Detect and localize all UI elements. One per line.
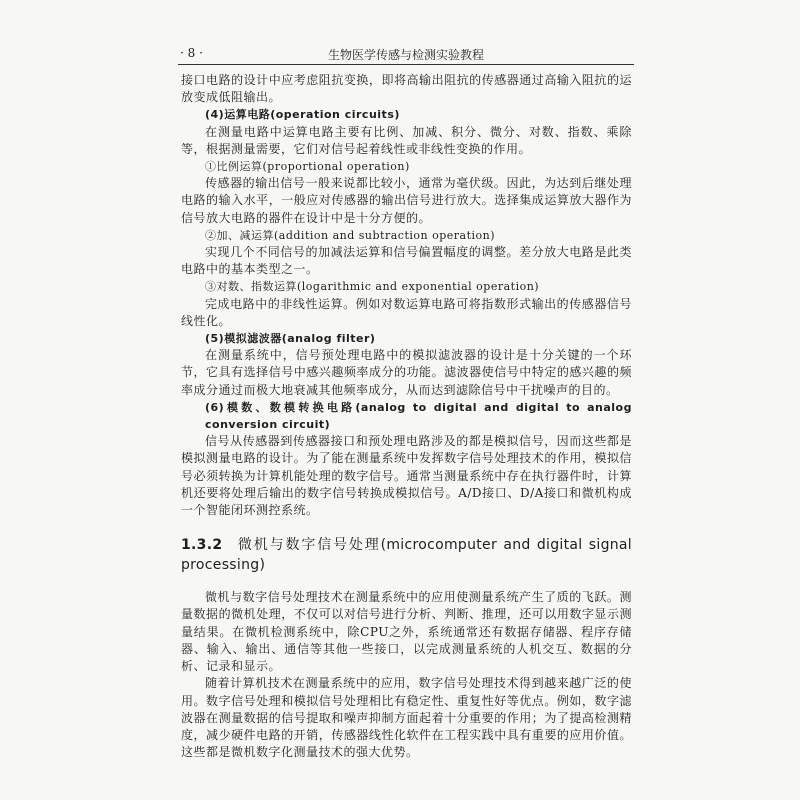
book-title: 生物医学传感与检测实验教程 bbox=[327, 48, 484, 62]
log-exp-operation-paragraph: 完成电路中的非线性运算。例如对数运算电路可将指数形式输出的传感器信号线性化。 bbox=[181, 296, 632, 328]
section-paragraph-1: 微机与数字信号处理技术在测量系统中的应用使测量系统产生了质的飞跃。测量数据的微机处理，不仅可以对信号进行分析、判断、推理，还可以用数字显示测量结果。在微机检测系统中，除CPU之外，系统通常还有数据存储器、程序存储器、输入、输出、通信等其他一些接口，以完成测量系统的人机交互、数据的分析、记录和显示。 bbox=[181, 590, 632, 674]
section-heading bbox=[181, 535, 632, 575]
proportional-operation-heading: ①比例运算(proportional operation) bbox=[205, 160, 410, 174]
operation-circuits-paragraph: 在测量电路中运算电路主要有比例、加减、积分、微分、对数、指数、乘除等，根据测量需要，它们对信号起着线性或非线性变换的作用。 bbox=[181, 124, 632, 156]
addition-subtraction-paragraph: 实现几个不同信号的加减法运算和信号偏置幅度的调整。差分放大电路是此类电路中的基本类型之一。 bbox=[181, 245, 632, 277]
page-number: · 8 · bbox=[180, 46, 203, 60]
addition-subtraction-heading: ②加、减运算(addition and subtraction operation) bbox=[205, 228, 496, 242]
analog-filter-paragraph: 在测量系统中，信号预处理电路中的模拟滤波器的设计是十分关键的一个环节，它具有选择信号中感兴趣频率成分的功能。滤波器使信号中特定的感兴趣的频率成分通过而极大地衰减其他频率成分，从而达到滤除信号中干扰噪声的目的。 bbox=[181, 348, 632, 397]
proportional-operation-paragraph: 传感器的输出信号一般来说都比较小，通常为毫伏级。因此，为达到后继处理电路的输入水平，一般应对传感器的输出信号进行放大。选择集成运算放大器作为信号放大电路的器件在设计中是十分方便的。 bbox=[181, 176, 632, 225]
page-header bbox=[178, 38, 634, 65]
section-number: 1.3.2 bbox=[181, 537, 223, 554]
intro-paragraph: 接口电路的设计中应考虑阻抗变换，即将高输出阻抗的传感器通过高输入阻抗的运放变成低阻输出。 bbox=[181, 73, 632, 105]
section-title: 微机与数字信号处理(microcomputer and digital signal processing) bbox=[181, 537, 632, 574]
page-body bbox=[181, 72, 632, 761]
conversion-circuit-paragraph: 信号从传感器到传感器接口和预处理电路涉及的都是模拟信号，因而这些都是模拟测量电路的设计。为了能在测量系统中发挥数字信号处理技术的作用，模拟信号必须转换为计算机能处理的数字信号。通常当测量系统中存在执行器件时，计算机还要将处理后输出的数字信号转换成模拟信号。A/D接口、D/A接口和微机构成一个智能闭环测控系统。 bbox=[181, 434, 632, 518]
section-paragraph-2: 随着计算机技术在测量系统中的应用，数字信号处理技术得到越来越广泛的使用。数字信号处理和模拟信号处理相比有稳定性、重复性好等优点。例如，数字滤波器在测量数据的信号提取和噪声抑制方面起着十分重要的作用；为了提高检测精度，减少硬件电路的开销，传感器线性化软件在工程实践中具有重要的应用价值。这些都是微机数字化测量技术的强大优势。 bbox=[181, 676, 632, 760]
analog-filter-heading: (5)模拟滤波器(analog filter) bbox=[205, 332, 376, 346]
log-exp-operation-heading: ③对数、指数运算(logarithmic and exponential operation) bbox=[205, 280, 540, 294]
operation-circuits-heading: (4)运算电路(operation circuits) bbox=[205, 108, 400, 122]
conversion-circuit-heading: (6)模数、数模转换电路(analog to digital and digital to analog conversion circuit) bbox=[205, 400, 632, 432]
